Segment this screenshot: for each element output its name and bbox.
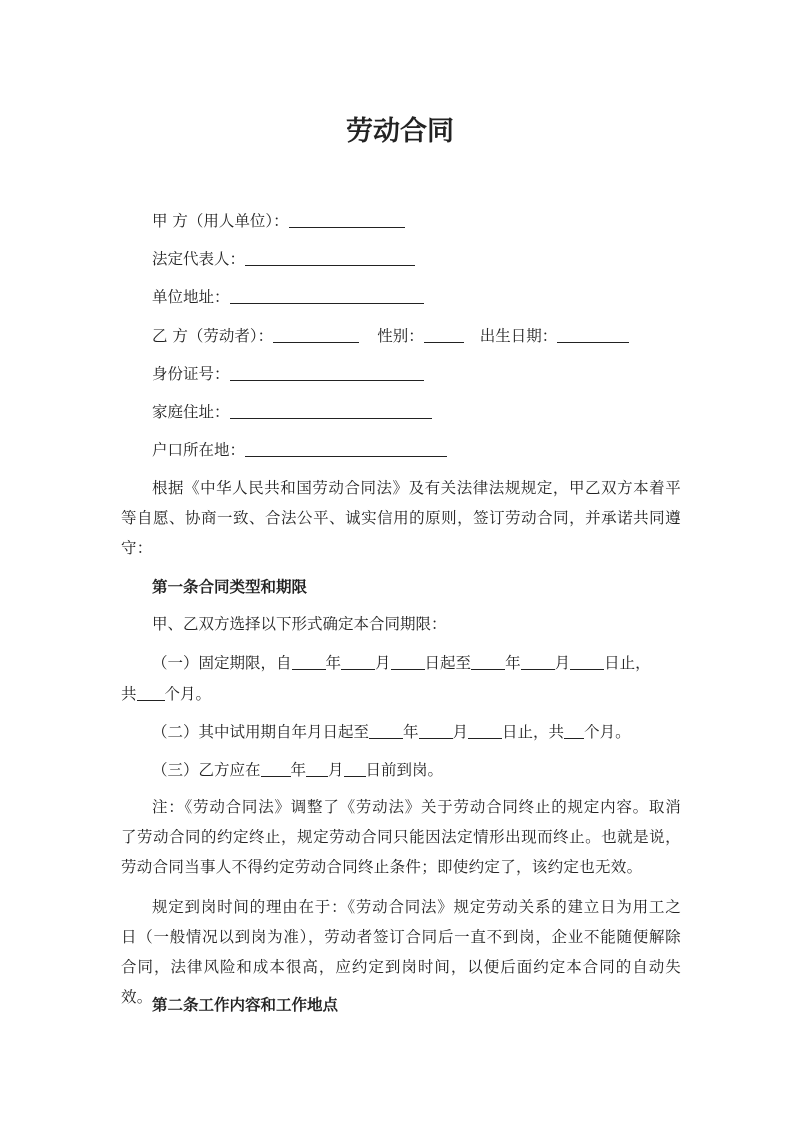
- day-to-label: 日止，: [604, 654, 651, 672]
- party-b-line: [152, 325, 629, 347]
- report-year-label: 年: [290, 761, 307, 779]
- id-number-line: [152, 363, 424, 385]
- total-prefix: 共: [121, 685, 137, 703]
- party-b-label: 乙 方（劳动者）：: [152, 327, 274, 345]
- total-suffix: 个月。: [164, 685, 212, 703]
- probation-year-blank[interactable]: [369, 722, 403, 739]
- party-a-label: 甲 方（用人单位）：: [152, 212, 289, 230]
- hukou-line: [152, 439, 447, 461]
- birth-date-label: 出生日期：: [479, 327, 558, 345]
- term-fixed-prefix: （一）固定期限，自: [152, 654, 292, 672]
- legal-rep-line: [152, 248, 415, 270]
- report-month-blank[interactable]: [306, 760, 328, 777]
- report-prefix: （三）乙方应在: [152, 761, 261, 779]
- gender-label: 性别：: [377, 327, 424, 345]
- birth-date-blank[interactable]: [557, 326, 629, 343]
- probation-suffix: 个月。: [584, 723, 631, 741]
- intro-paragraph: 根据《中华人民共和国劳动合同法》及有关法律法规规定，甲乙双方本着平等自愿、协商一致、合法公平、诚实信用的原则，签订劳动合同，并承诺共同遵守：: [121, 479, 681, 557]
- probation-day-label: 日止，共: [502, 723, 565, 741]
- hukou-label: 户口所在地：: [152, 441, 246, 459]
- id-number-label: 身份证号：: [152, 365, 230, 383]
- month-label: 月: [375, 654, 391, 672]
- probation-line: [152, 721, 631, 743]
- article1-lead: 甲、乙双方选择以下形式确定本合同期限：: [152, 615, 447, 633]
- end-day-blank[interactable]: [570, 653, 604, 670]
- end-month-blank[interactable]: [521, 653, 555, 670]
- total-months-blank[interactable]: [137, 684, 165, 701]
- report-year-blank[interactable]: [261, 760, 291, 777]
- probation-year-label: 年: [403, 723, 419, 741]
- legal-rep-blank[interactable]: [245, 249, 415, 266]
- probation-month-label: 月: [452, 723, 469, 741]
- term-fixed-line2: [121, 683, 211, 705]
- report-date-line: [152, 759, 443, 781]
- hukou-blank[interactable]: [245, 440, 447, 457]
- day-from-label: 日起至: [424, 654, 472, 672]
- home-address-label: 家庭住址：: [152, 403, 230, 421]
- year-label: 年: [325, 654, 342, 672]
- reason-paragraph: 规定到岗时间的理由在于：《劳动合同法》规定劳动关系的建立日为用工之日（一般情况以到岗为准），劳动者签订合同后一直不到岗，企业不能随便解除合同，法律风险和成本很高，应约定到岗时间，以便后面约定本合同的自动失效。: [121, 898, 681, 1006]
- probation-prefix: （二）其中试用期自年月日起至: [152, 723, 370, 741]
- id-number-blank[interactable]: [230, 364, 424, 381]
- company-address-label: 单位地址：: [152, 288, 230, 306]
- probation-months-blank[interactable]: [564, 722, 584, 739]
- probation-day-blank[interactable]: [468, 722, 502, 739]
- home-address-line: [152, 401, 432, 423]
- gender-blank[interactable]: [424, 326, 464, 343]
- document-title: 劳动合同: [346, 116, 454, 147]
- article2-heading: 第二条工作内容和工作地点: [152, 996, 339, 1014]
- report-month-label: 月: [328, 761, 344, 779]
- company-address-blank[interactable]: [230, 287, 424, 304]
- start-year-blank[interactable]: [292, 653, 326, 670]
- term-fixed-line: [152, 652, 651, 674]
- month-label-2: 月: [554, 654, 571, 672]
- start-day-blank[interactable]: [391, 653, 425, 670]
- report-day-blank[interactable]: [344, 760, 366, 777]
- article1-heading: 第一条合同类型和期限: [152, 578, 308, 596]
- party-b-blank[interactable]: [273, 326, 359, 343]
- party-a-blank[interactable]: [289, 211, 405, 228]
- report-suffix: 日前到岗。: [365, 761, 444, 779]
- note-paragraph: 注：《劳动合同法》调整了《劳动法》关于劳动合同终止的规定内容。取消了劳动合同的约定终止，规定劳动合同只能因法定情形出现而终止。也就是说，劳动合同当事人不得约定劳动合同终止条件；即使约定了，该约定也无效。: [121, 798, 681, 876]
- home-address-blank[interactable]: [230, 402, 432, 419]
- legal-rep-label: 法定代表人：: [152, 250, 246, 268]
- year-label-2: 年: [505, 654, 521, 672]
- start-month-blank[interactable]: [341, 653, 375, 670]
- party-a-line: [152, 210, 405, 232]
- end-year-blank[interactable]: [471, 653, 505, 670]
- company-address-line: [152, 286, 424, 308]
- probation-month-blank[interactable]: [419, 722, 453, 739]
